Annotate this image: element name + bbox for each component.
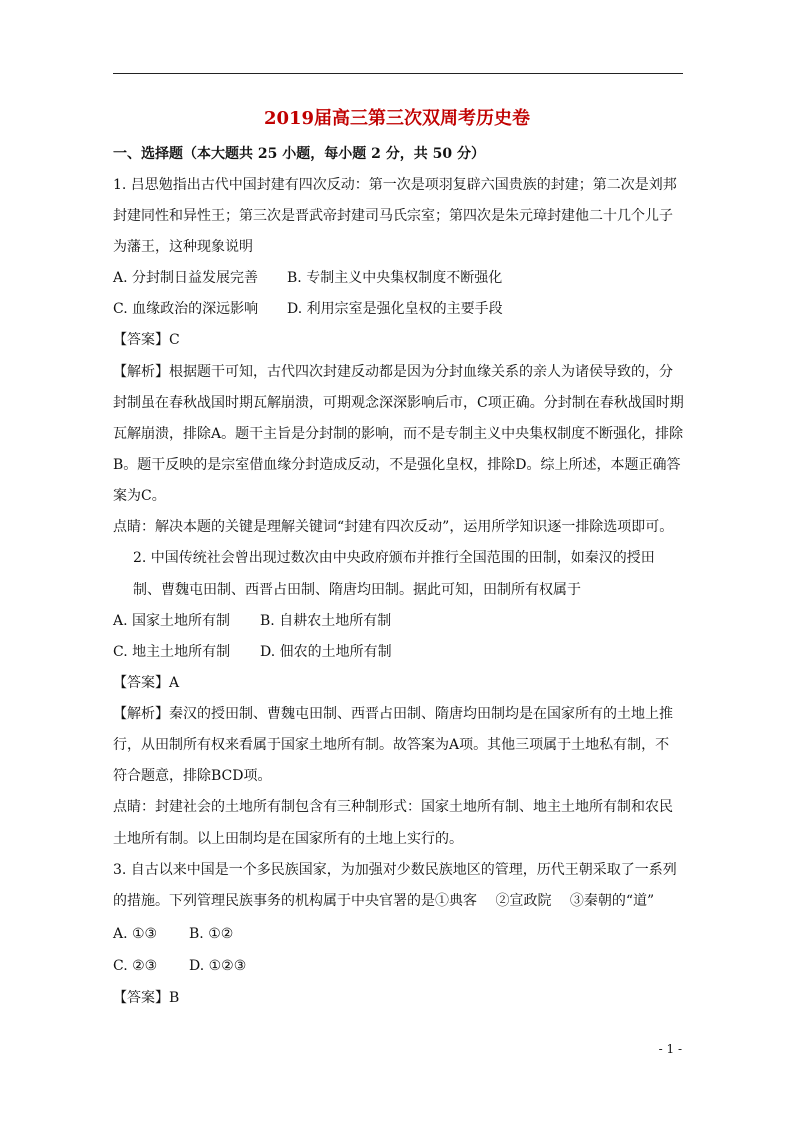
q1-option-b: B. 专制主义中央集权制度不断强化 xyxy=(287,270,503,286)
q2-stem-line-2: 制、曹魏屯田制、西晋占田制、隋唐均田制。据此可知，田制所有权属于 xyxy=(133,582,581,598)
q2-option-a: A. 国家土地所有制 xyxy=(113,613,231,629)
q1-stem-line-2: 封建同性和异性王；第三次是晋武帝封建司马氏宗室；第四次是朱元璋封建他二十几个儿子 xyxy=(113,208,673,224)
q3-option-d: D. ①②③ xyxy=(189,958,247,974)
q2-analysis-line-1: 【解析】秦汉的授田制、曹魏屯田制、西晋占田制、隋唐均田制均是在国家所有的土地上推 xyxy=(113,706,673,722)
q1-analysis-line-1: 【解析】根据题干可知，古代四次封建反动都是因为分封血缘关系的亲人为诸侯导致的，分 xyxy=(113,364,673,380)
q2-analysis-line-2: 行，从田制所有权来看属于国家土地所有制。故答案为A项。其他三项属于土地私有制，不 xyxy=(113,737,670,753)
q1-stem-line-1: 1. 吕思勉指出古代中国封建有四次反动：第一次是项羽复辟六国贵族的封建；第二次是刘邦 xyxy=(113,177,677,193)
q3-stem-line-1: 3. 自古以来中国是一个多民族国家，为加强对少数民族地区的管理，历代王朝采取了一系列 xyxy=(113,862,677,878)
q2-option-b: B. 自耕农土地所有制 xyxy=(260,613,392,629)
section-heading: 一、选择题（本大题共 25 小题，每小题 2 分，共 50 分） xyxy=(113,146,485,162)
q2-answer: 【答案】A xyxy=(113,675,180,691)
header-rule xyxy=(113,73,683,74)
q2-stem-line-1: 2. 中国传统社会曾出现过数次由中央政府颁布并推行全国范围的田制，如秦汉的授田 xyxy=(133,550,655,566)
q3-option-c: C. ②③ xyxy=(113,958,158,974)
q1-option-a: A. 分封制日益发展完善 xyxy=(113,270,259,286)
exam-title: 2019届高三第三次双周考历史卷 xyxy=(263,108,531,129)
q1-option-d: D. 利用宗室是强化皇权的主要手段 xyxy=(287,301,503,317)
q3-option-b: B. ①② xyxy=(189,926,234,942)
q1-analysis-line-2: 封制虽在春秋战国时期瓦解崩溃，可期观念深深影响后市，C项正确。分封制在春秋战国时期 xyxy=(113,395,684,411)
q2-analysis-line-3: 符合题意，排除BCD项。 xyxy=(113,768,272,784)
q2-option-d: D. 佃农的土地所有制 xyxy=(260,644,392,660)
q1-answer: 【答案】C xyxy=(113,332,180,348)
q2-tip-line-2: 土地所有制。以上田制均是在国家所有的土地上实行的。 xyxy=(113,831,463,847)
q3-option-a: A. ①③ xyxy=(113,926,158,942)
q1-analysis-line-3: 瓦解崩溃，排除A。题干主旨是分封制的影响，而不是专制主义中央集权制度不断强化，排除 xyxy=(113,426,684,442)
q1-option-c: C. 血缘政治的深远影响 xyxy=(113,301,259,317)
q3-answer: 【答案】B xyxy=(113,990,180,1006)
q1-stem-line-3: 为藩王，这种现象说明 xyxy=(113,239,253,255)
q1-analysis-line-5: 案为C。 xyxy=(113,488,166,504)
page-number: - 1 - xyxy=(658,1042,682,1056)
q2-tip-line-1: 点睛：封建社会的土地所有制包含有三种制形式：国家土地所有制、地主土地所有制和农民 xyxy=(113,799,673,815)
q1-analysis-line-4: B。题干反映的是宗室借血缘分封造成反动，不是强化皇权，排除D。综上所述，本题正确答 xyxy=(113,457,681,473)
q1-tip: 点睛：解决本题的关键是理解关键词“封建有四次反动”，运用所学知识逐一排除选项即可。 xyxy=(113,519,674,535)
q2-option-c: C. 地主土地所有制 xyxy=(113,644,231,660)
q3-stem-line-2: 的措施。下列管理民族事务的机构属于中央官署的是①典客 ②宣政院 ③秦朝的“道” xyxy=(113,893,655,909)
